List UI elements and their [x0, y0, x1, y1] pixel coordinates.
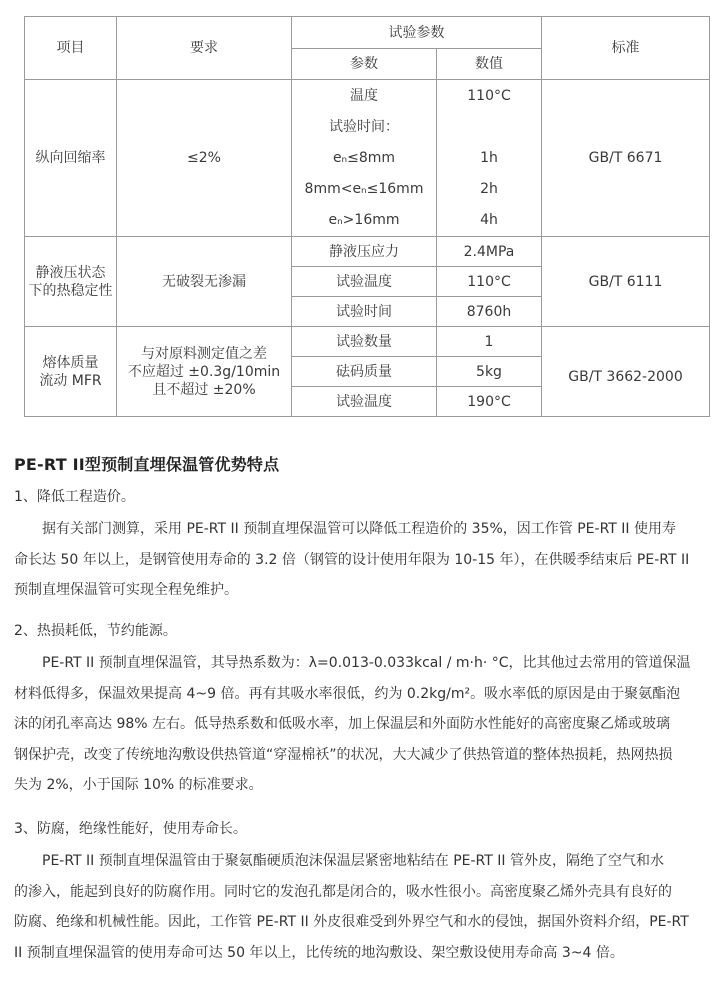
- paragraph-line: 失为 2%，小于国际 10% 的标准要求。: [14, 777, 263, 793]
- row3-item-line1: 熔体质量: [42, 354, 99, 371]
- row2-item-line1: 静液压状态: [35, 264, 106, 281]
- paragraph-line: 材料低得多，保温效果提高 4~9 倍。再有其吸水率很低，约为 0.2kg/m²。吸水率低的原因是由于聚氨酯泡: [14, 685, 681, 702]
- row2-param: 试验时间: [292, 297, 437, 327]
- row3-value: 1: [437, 327, 542, 357]
- row1-param: 8mm<eₙ≤16mm: [304, 180, 424, 197]
- section-heading-1: 1、降低工程造价。: [14, 489, 135, 505]
- row2-requirement: 无破裂无渗漏: [117, 237, 292, 327]
- row2-param: 试验温度: [292, 267, 437, 297]
- row2-value: 110°C: [437, 267, 542, 297]
- paragraph-line: 预制直埋保温管可实现全程免维护。: [14, 582, 238, 598]
- row2-value: 8760h: [437, 297, 542, 327]
- header-requirement: 要求: [117, 17, 292, 80]
- paragraph-line: 据有关部门测算，采用 PE-RT II 预制直埋保温管可以降低工程造价的 35%，因工作管 PE-RT II 使用寿: [14, 521, 676, 537]
- row1-param: 试验时间：: [329, 118, 399, 135]
- header-test-params: 试验参数: [292, 17, 542, 49]
- header-value: 数值: [437, 49, 542, 80]
- paragraph-line: 的渗入，能起到良好的防腐作用。同时它的发泡孔都是闭合的，吸水性很小。高密度聚乙烯外壳具有良好的: [14, 883, 672, 900]
- paragraph-line: II 预制直埋保温管的使用寿命可达 50 年以上，比传统的地沟敷设、架空敷设使用寿命高 3~4 倍。: [14, 944, 624, 961]
- row2-item-line2: 下的热稳定性: [28, 282, 113, 299]
- row3-requirement-line2: 不应超过 ±0.3g/10min: [127, 363, 281, 380]
- row2-value: 2.4MPa: [437, 237, 542, 267]
- row1-value: 4h: [480, 211, 498, 228]
- row3-param: 试验温度: [292, 387, 437, 417]
- header-param: 参数: [292, 49, 437, 80]
- section-heading-2: 2、热损耗低，节约能源。: [14, 623, 177, 639]
- row1-item: 纵向回缩率: [25, 80, 117, 237]
- row3-value: 5kg: [437, 357, 542, 387]
- row1-param: eₙ≤8mm: [332, 149, 396, 166]
- row1-params: [292, 80, 437, 237]
- header-standard: 标准: [542, 17, 710, 80]
- paragraph-line: 防腐、绝缘和机械性能。因此，工作管 PE-RT II 外皮很难受到外界空气和水的侵蚀，据国外资料介绍，PE-RT: [14, 914, 689, 930]
- row3-requirement-line3: 且不超过 ±20%: [152, 381, 256, 398]
- row3-item: [25, 327, 117, 417]
- row1-value: 1h: [480, 149, 498, 166]
- row3-item-line2: 流动 MFR: [39, 372, 102, 389]
- header-item: 项目: [25, 17, 117, 80]
- paragraph-line: 命长达 50 年以上，是钢管使用寿命的 3.2 倍（钢管的设计使用年限为 10-15 年），在供暖季结束后 PE-RT II: [14, 551, 690, 568]
- row1-value: 2h: [480, 180, 498, 197]
- row3-param: 砝码质量: [292, 357, 437, 387]
- row2-standard: GB/T 6111: [542, 237, 710, 327]
- row1-value: 110°C: [467, 87, 511, 104]
- row2-param: 静液压应力: [292, 237, 437, 267]
- row1-standard: GB/T 6671: [542, 80, 710, 237]
- row3-value: 190°C: [437, 387, 542, 417]
- row1-param: eₙ>16mm: [328, 211, 400, 228]
- paragraph-line: 沫的闭孔率高达 98% 左右。低导热系数和低吸水率，加上保温层和外面防水性能好的高密度聚乙烯或玻璃: [14, 716, 671, 732]
- row2-item: [25, 237, 117, 327]
- row1-values: [437, 80, 542, 237]
- row3-standard: GB/T 3662-2000: [542, 327, 710, 417]
- row1-value: [437, 112, 541, 143]
- row1-requirement: ≤2%: [117, 80, 292, 237]
- paragraph-line: 钢保护壳，改变了传统地沟敷设供热管道“穿湿棉袄”的状况，大大减少了供热管道的整体热损耗，热网热损: [14, 746, 673, 763]
- row1-param: 温度: [350, 87, 378, 104]
- paragraph-1: [14, 514, 706, 606]
- paragraph-2: [14, 648, 706, 801]
- article-title: PE-RT II型预制直埋保温管优势特点: [14, 455, 280, 474]
- paragraph-3: [14, 846, 706, 968]
- spec-table: [24, 16, 710, 417]
- row3-requirement: [117, 327, 292, 417]
- row3-requirement-line1: 与对原料测定值之差: [141, 345, 267, 362]
- row3-param: 试验数量: [292, 327, 437, 357]
- section-heading-3: 3、防腐，绝缘性能好，使用寿命长。: [14, 821, 247, 837]
- paragraph-line: PE-RT II 预制直埋保温管由于聚氨酯硬质泡沫保温层紧密地粘结在 PE-RT II 管外皮，隔绝了空气和水: [14, 853, 664, 869]
- paragraph-line: PE-RT II 预制直埋保温管，其导热系数为：λ=0.013-0.033kcal / m·h· °C，比其他过去常用的管道保温: [14, 655, 691, 671]
